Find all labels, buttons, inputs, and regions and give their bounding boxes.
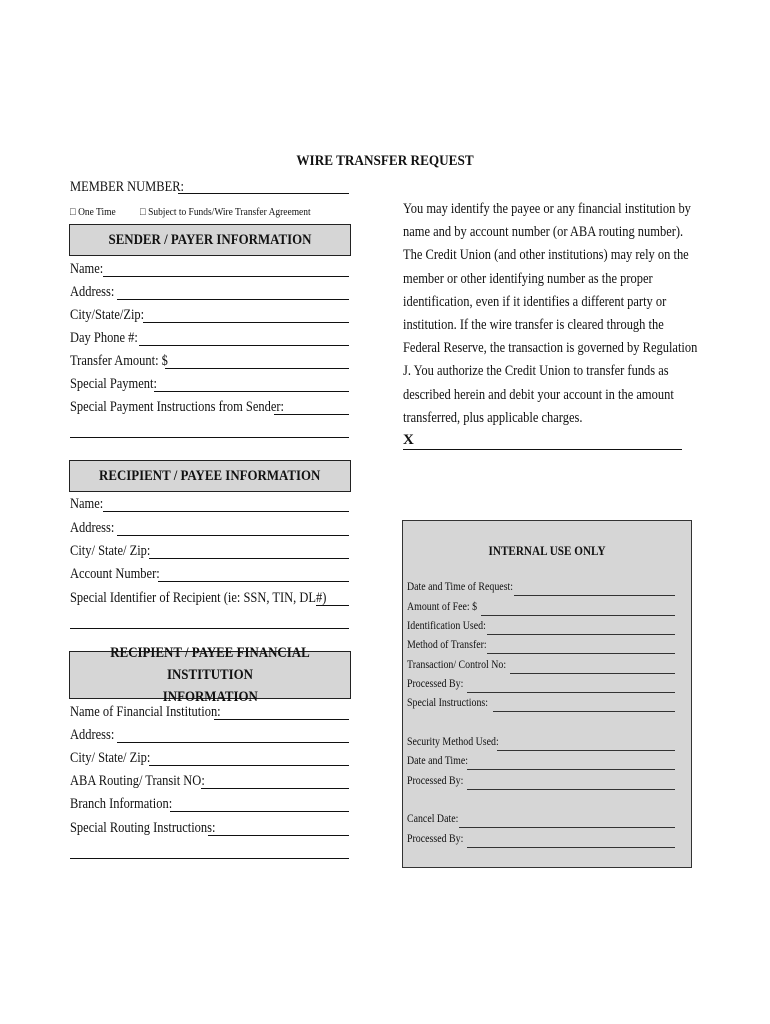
recipient-account-field[interactable]	[158, 581, 349, 582]
sender-city-field[interactable]	[143, 322, 349, 323]
recipient-identifier-label: Special Identifier of Recipient (ie: SSN, TIN, DL#)	[70, 590, 327, 606]
recipient-identifier-field[interactable]	[316, 605, 349, 606]
internal-cancel-date-label: Cancel Date:	[407, 813, 459, 825]
sender-name-label: Name:	[70, 261, 104, 277]
internal-processed-by-2-field[interactable]	[467, 789, 675, 790]
internal-date-time-field[interactable]	[467, 769, 675, 770]
internal-use-panel	[402, 520, 692, 868]
sender-instructions-line-2[interactable]	[70, 437, 349, 438]
institution-city-field[interactable]	[149, 765, 349, 766]
institution-routing-label: Special Routing Instructions:	[70, 820, 216, 836]
internal-method-label: Method of Transfer:	[407, 639, 487, 651]
recipient-address-field[interactable]	[117, 535, 349, 536]
internal-request-datetime-field[interactable]	[514, 595, 675, 596]
internal-fee-field[interactable]	[481, 615, 675, 616]
member-number-label: MEMBER NUMBER:	[70, 179, 184, 195]
subject-to-agreement-option[interactable]: □ Subject to Funds/Wire Transfer Agreement	[140, 206, 311, 218]
sender-amount-field[interactable]	[165, 368, 349, 369]
recipient-account-label: Account Number:	[70, 566, 160, 582]
recipient-city-field[interactable]	[149, 558, 349, 559]
internal-processed-by-2-label: Processed By:	[407, 775, 464, 787]
internal-security-method-label: Security Method Used:	[407, 736, 499, 748]
recipient-address-label: Address:	[70, 520, 115, 536]
institution-routing-line-2[interactable]	[70, 858, 349, 859]
internal-date-time-label: Date and Time:	[407, 755, 468, 767]
one-time-label: One Time	[78, 206, 116, 218]
sender-amount-label: Transfer Amount: $	[70, 353, 168, 369]
one-time-option[interactable]: □ One Time	[70, 206, 116, 218]
institution-heading-line-1: RECIPIENT / PAYEE FINANCIAL INSTITUTION	[110, 645, 310, 683]
institution-city-label: City/ State/ Zip:	[70, 750, 151, 766]
signature-field[interactable]	[403, 449, 682, 450]
internal-use-heading: INTERNAL USE ONLY	[488, 543, 606, 558]
recipient-name-label: Name:	[70, 496, 104, 512]
institution-aba-label: ABA Routing/ Transit NO:	[70, 773, 205, 789]
sender-phone-label: Day Phone #:	[70, 330, 138, 346]
sender-instructions-field[interactable]	[274, 414, 349, 415]
internal-security-method-field[interactable]	[497, 750, 675, 751]
internal-processed-by-field[interactable]	[467, 692, 675, 693]
institution-section-heading	[69, 645, 351, 705]
institution-address-field[interactable]	[117, 742, 349, 743]
institution-aba-field[interactable]	[201, 788, 349, 789]
internal-processed-by-3-field[interactable]	[467, 847, 675, 848]
sender-section-heading: SENDER / PAYER INFORMATION	[69, 224, 351, 256]
institution-branch-label: Branch Information:	[70, 796, 173, 812]
subject-to-agreement-label: Subject to Funds/Wire Transfer Agreement	[148, 206, 311, 218]
sender-phone-field[interactable]	[139, 345, 349, 346]
institution-address-label: Address:	[70, 727, 115, 743]
form-title: WIRE TRANSFER REQUEST	[296, 153, 474, 169]
internal-control-field[interactable]	[510, 673, 675, 674]
institution-name-field[interactable]	[214, 719, 349, 720]
internal-processed-by-label: Processed By:	[407, 678, 464, 690]
internal-special-instructions-label: Special Instructions:	[407, 697, 489, 709]
internal-fee-label: Amount of Fee: $	[407, 601, 478, 613]
sender-instructions-label: Special Payment Instructions from Sender:	[70, 399, 285, 415]
recipient-section-heading: RECIPIENT / PAYEE INFORMATION	[69, 460, 351, 492]
institution-routing-field[interactable]	[208, 835, 349, 836]
institution-name-label: Name of Financial Institution:	[70, 704, 221, 720]
sender-special-payment-field[interactable]	[154, 391, 349, 392]
internal-identification-label: Identification Used:	[407, 620, 486, 632]
internal-identification-field[interactable]	[487, 634, 675, 635]
sender-special-payment-label: Special Payment:	[70, 376, 157, 392]
sender-address-field[interactable]	[117, 299, 349, 300]
internal-special-instructions-field[interactable]	[493, 711, 675, 712]
institution-heading-line-2: INFORMATION	[162, 689, 258, 705]
authorization-text: You may identify the payee or any financial institution by name and by account number (or ABA routing number). The Credit Union (and other institutions) may rely on the member or other identifying number as the proper identification, even if it identifies a different party or institution. If the wire transfer is cleared through the Federal Reserve, the transaction is governed by Regulation J. You authorize the Credit Union to transfer funds as described herein and debit your account in the amount transferred, plus applicable charges.	[403, 201, 698, 426]
institution-branch-field[interactable]	[170, 811, 349, 812]
recipient-city-label: City/ State/ Zip:	[70, 543, 151, 559]
sender-address-label: Address:	[70, 284, 115, 300]
internal-method-field[interactable]	[487, 653, 675, 654]
sender-city-label: City/State/Zip:	[70, 307, 145, 323]
signature-mark: X	[403, 432, 414, 448]
recipient-name-field[interactable]	[103, 511, 349, 512]
internal-cancel-date-field[interactable]	[459, 827, 675, 828]
recipient-identifier-line-2[interactable]	[70, 628, 349, 629]
internal-processed-by-3-label: Processed By:	[407, 833, 464, 845]
member-number-field[interactable]	[178, 193, 349, 194]
internal-request-datetime-label: Date and Time of Request:	[407, 581, 514, 593]
internal-control-label: Transaction/ Control No:	[407, 659, 507, 671]
sender-name-field[interactable]	[103, 276, 349, 277]
